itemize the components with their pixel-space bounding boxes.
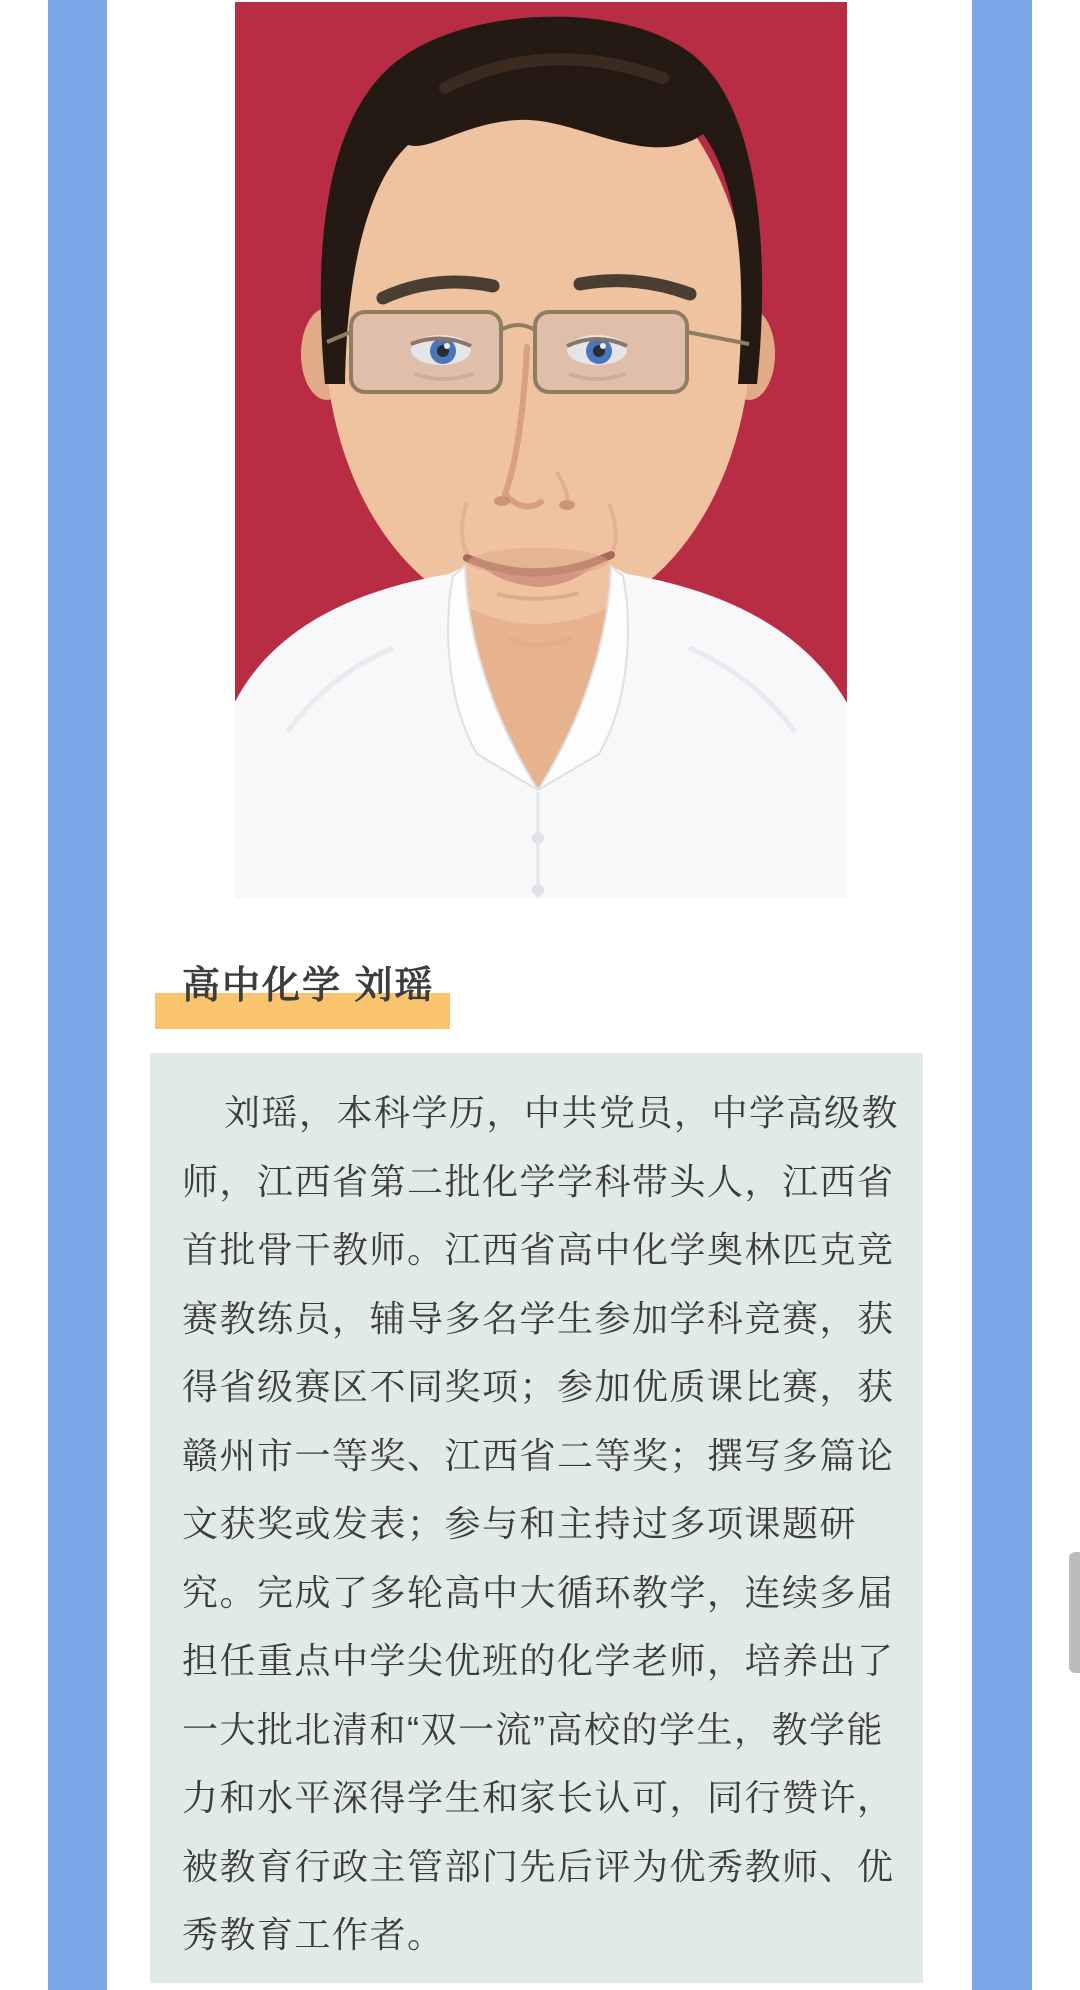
shirt-button xyxy=(532,884,544,896)
bio-card xyxy=(150,1053,923,1983)
bio-line: 力和水平深得学生和家长认可，同行赞许， xyxy=(182,1777,895,1818)
bio-line: 被教育行政主管部门先后评为优秀教师、优 xyxy=(182,1845,895,1887)
bio-line: 秀教育工作者。 xyxy=(182,1914,445,1955)
teacher-name-title: 高中化学 刘瑶 xyxy=(182,965,435,1007)
nostril-left xyxy=(494,496,510,506)
bio-line: 师，江西省第二批化学学科带头人，江西省 xyxy=(182,1160,895,1202)
bio-line: 担任重点中学尖优班的化学老师，培养出了 xyxy=(182,1640,895,1681)
bio-line: 文获奖或发表；参与和主持过多项课题研 xyxy=(182,1503,858,1544)
teacher-portrait-photo xyxy=(235,2,847,898)
lens-left xyxy=(351,312,501,392)
neck-shadow xyxy=(468,548,608,576)
bio-paragraph xyxy=(182,1079,911,1970)
glasses xyxy=(327,312,749,392)
bio-line: 赛教练员，辅导多名学生参加学科竞赛，获 xyxy=(182,1297,895,1339)
nostril-right xyxy=(559,500,575,510)
bio-line: 一大批北清和“双一流”高校的学生，教学能 xyxy=(182,1708,884,1750)
bio-line: 得省级赛区不同奖项；参加优质课比赛，获 xyxy=(182,1366,895,1407)
bio-line: 究。完成了多轮高中大循环教学，连续多届 xyxy=(182,1571,895,1613)
bio-line: 刘瑶，本科学历，中共党员，中学高级教 xyxy=(224,1092,900,1133)
left-accent-bar xyxy=(48,0,107,1990)
bio-line: 赣州市一等奖、江西省二等奖；撰写多篇论 xyxy=(182,1434,895,1476)
scrollbar-thumb[interactable] xyxy=(1069,1552,1080,1673)
portrait-illustration xyxy=(235,2,847,898)
right-accent-bar xyxy=(972,0,1032,1990)
shirt-button xyxy=(532,832,544,844)
bio-line: 首批骨干教师。江西省高中化学奥林匹克竞 xyxy=(182,1229,895,1270)
lens-right xyxy=(535,312,687,392)
